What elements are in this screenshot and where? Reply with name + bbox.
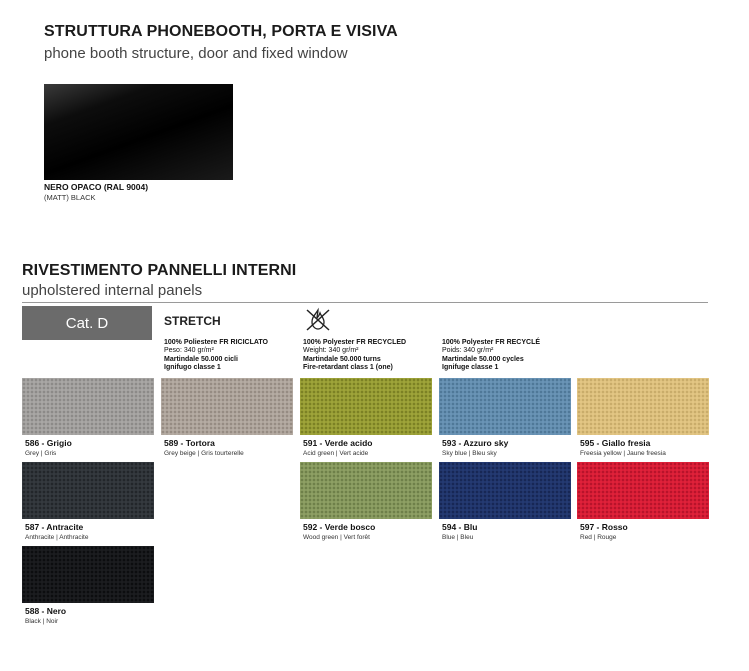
swatch-name: 588 - Nero (25, 606, 67, 616)
spec-line: Poids: 340 gr/m² (442, 347, 494, 355)
swatch-sub: Sky blue | Bleu sky (442, 450, 497, 457)
black-swatch-sub: (MATT) BLACK (44, 193, 96, 202)
no-fire-icon (303, 306, 333, 334)
category-badge: Cat. D (22, 306, 152, 340)
swatch-name: 589 - Tortora (164, 438, 215, 448)
fabric-swatch (439, 378, 571, 435)
swatch-name: 593 - Azzuro sky (442, 438, 509, 448)
fabric-swatch (300, 462, 432, 519)
swatch-name: 594 - Blu (442, 522, 478, 532)
section2-divider (22, 302, 708, 303)
spec-line: Weight: 340 gr/m² (303, 347, 359, 355)
black-structure-swatch (44, 84, 233, 180)
swatch-name: 595 - Giallo fresia (580, 438, 651, 448)
spec-block-fr (442, 339, 540, 372)
swatch-sub: Freesia yellow | Jaune freesia (580, 450, 666, 457)
spec-line: Ignifugo classe 1 (164, 363, 221, 371)
fabric-name: STRETCH (164, 314, 221, 328)
swatch-sub: Black | Noir (25, 618, 59, 625)
spec-block-it (164, 339, 268, 372)
swatch-sub: Wood green | Vert forêt (303, 534, 370, 541)
fabric-swatch (22, 378, 154, 435)
section2-title: RIVESTIMENTO PANNELLI INTERNI (22, 262, 297, 279)
section2-subtitle: upholstered internal panels (22, 282, 203, 299)
spec-line: Peso: 340 gr/m² (164, 347, 214, 355)
swatch-sub: Red | Rouge (580, 534, 617, 541)
swatch-name: 597 - Rosso (580, 522, 628, 532)
section1-subtitle: phone booth structure, door and fixed window (44, 45, 348, 62)
spec-line: 100% Poliestere FR RICICLATO (164, 339, 268, 346)
swatch-sub: Grey beige | Gris tourterelle (164, 450, 244, 457)
spec-block-en (303, 339, 406, 372)
fabric-swatch (22, 462, 154, 519)
swatch-sub: Anthracite | Anthracite (25, 534, 89, 541)
fabric-swatch (161, 378, 293, 435)
swatch-name: 586 - Grigio (25, 438, 72, 448)
spec-line: 100% Polyester FR RECYCLED (303, 339, 407, 346)
spec-line: 100% Polyester FR RECYCLÉ (442, 339, 541, 346)
fabric-swatch (22, 546, 154, 603)
fabric-swatch (300, 378, 432, 435)
section1-title: STRUTTURA PHONEBOOTH, PORTA E VISIVA (44, 23, 398, 40)
swatch-name: 591 - Verde acido (303, 438, 373, 448)
swatch-sub: Acid green | Vert acide (303, 450, 369, 457)
swatch-name: 592 - Verde bosco (303, 522, 376, 532)
swatch-sub: Blue | Bleu (442, 534, 474, 541)
spec-line: Martindale 50.000 cicli (164, 355, 238, 363)
fabric-swatch (577, 378, 709, 435)
fabric-swatch (439, 462, 571, 519)
spec-line: Ignifuge classe 1 (442, 363, 499, 371)
swatch-name: 587 - Antracite (25, 522, 84, 532)
spec-line: Martindale 50.000 turns (303, 355, 381, 363)
swatch-sub: Grey | Gris (25, 450, 57, 457)
black-swatch-name: NERO OPACO (RAL 9004) (44, 182, 149, 192)
spec-line: Fire-retardant class 1 (one) (303, 363, 393, 371)
spec-line: Martindale 50.000 cycles (442, 355, 524, 363)
fabric-swatch (577, 462, 709, 519)
